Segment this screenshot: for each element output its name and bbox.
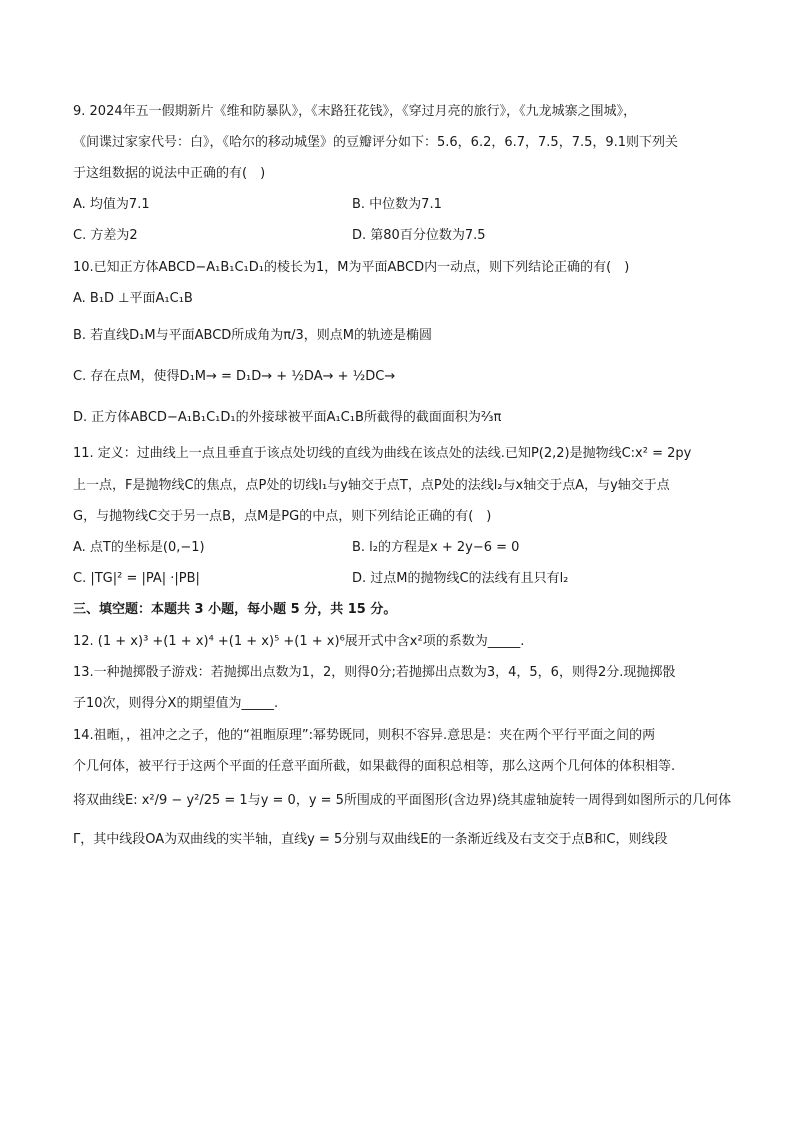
q11-option-c: C. |TG|² = |PA| ·|PB| bbox=[73, 571, 200, 586]
q9-line-3: 于这组数据的说法中正确的有( ) bbox=[73, 166, 266, 181]
q13-line-2: 子10次，则得分X的期望值为_____. bbox=[73, 696, 279, 711]
q10-option-a: A. B₁D ⊥平面A₁C₁B bbox=[73, 291, 193, 306]
q10-option-b: B. 若直线D₁M与平面ABCD所成角为π/3，则点M的轨迹是椭圆 bbox=[73, 328, 432, 343]
q12-stem: 12. (1 + x)³ +(1 + x)⁴ +(1 + x)⁵ +(1 + x)⁶展开式中含x²项的系数为_____. bbox=[73, 634, 525, 649]
section-heading-fill-in: 三、填空题：本题共 3 小题，每小题 5 分，共 15 分。 bbox=[73, 602, 397, 617]
q10-option-d: D. 正方体ABCD−A₁B₁C₁D₁的外接球被平面A₁C₁B所截得的截面面积为⅔π bbox=[73, 410, 502, 425]
q9-option-a: A. 均值为7.1 bbox=[73, 197, 150, 212]
q9-option-c: C. 方差为2 bbox=[73, 228, 138, 243]
q9-line-1: 9. 2024年五一假期新片《维和防暴队》，《末路狂花钱》，《穿过月亮的旅行》，《九龙城寨之围城》， bbox=[73, 104, 637, 119]
q9-option-d: D. 第80百分位数为7.5 bbox=[352, 228, 486, 243]
q10-option-c: C. 存在点M，使得D₁M→ = D₁D→ + ½DA→ + ½DC→ bbox=[73, 369, 396, 384]
q14-line-2: 个几何体，被平行于这两个平面的任意平面所截，如果截得的面积总相等，那么这两个几何体的体积相等. bbox=[73, 759, 676, 774]
q11-option-a: A. 点T的坐标是(0,−1) bbox=[73, 540, 205, 555]
q14-line-3: 将双曲线E: x²/9 − y²/25 = 1与y = 0，y = 5所围成的平面图形(含边界)绕其虚轴旋转一周得到如图所示的几何体 bbox=[73, 793, 732, 808]
q9-option-b: B. 中位数为7.1 bbox=[352, 197, 442, 212]
q11-line-3: G，与抛物线C交于另一点B，点M是PG的中点，则下列结论正确的有( ) bbox=[73, 509, 492, 524]
q13-line-1: 13.一种抛掷骰子游戏：若抛掷出点数为1，2，则得0分;若抛掷出点数为3，4，5，6，则得2分.现抛掷骰 bbox=[73, 665, 676, 680]
q14-line-4: Γ，其中线段OA为双曲线的实半轴，直线y = 5分别与双曲线E的一条渐近线及右支交于点B和C，则线段 bbox=[73, 832, 668, 847]
q10-stem: 10.已知正方体ABCD−A₁B₁C₁D₁的棱长为1，M为平面ABCD内一动点，则下列结论正确的有( ) bbox=[73, 260, 630, 275]
q11-line-1: 11. 定义：过曲线上一点且垂直于该点处切线的直线为曲线在该点处的法线.已知P(2,2)是抛物线C:x² = 2py bbox=[73, 446, 692, 461]
q11-line-2: 上一点，F是抛物线C的焦点，点P处的切线l₁与y轴交于点T，点P处的法线l₂与x轴交于点A，与y轴交于点 bbox=[73, 478, 670, 493]
q9-line-2: 《间谍过家家代号：白》，《哈尔的移动城堡》的豆瓣评分如下：5.6，6.2，6.7，7.5，7.5，9.1则下列关 bbox=[73, 135, 679, 150]
q11-option-b: B. l₂的方程是x + 2y−6 = 0 bbox=[352, 540, 520, 555]
q11-option-d: D. 过点M的抛物线C的法线有且只有l₂ bbox=[352, 571, 569, 586]
q14-line-1: 14.祖暅，，祖冲之之子，他的“祖暅原理”:幂势既同，则积不容异.意思是：夹在两个平行平面之间的两 bbox=[73, 728, 656, 743]
